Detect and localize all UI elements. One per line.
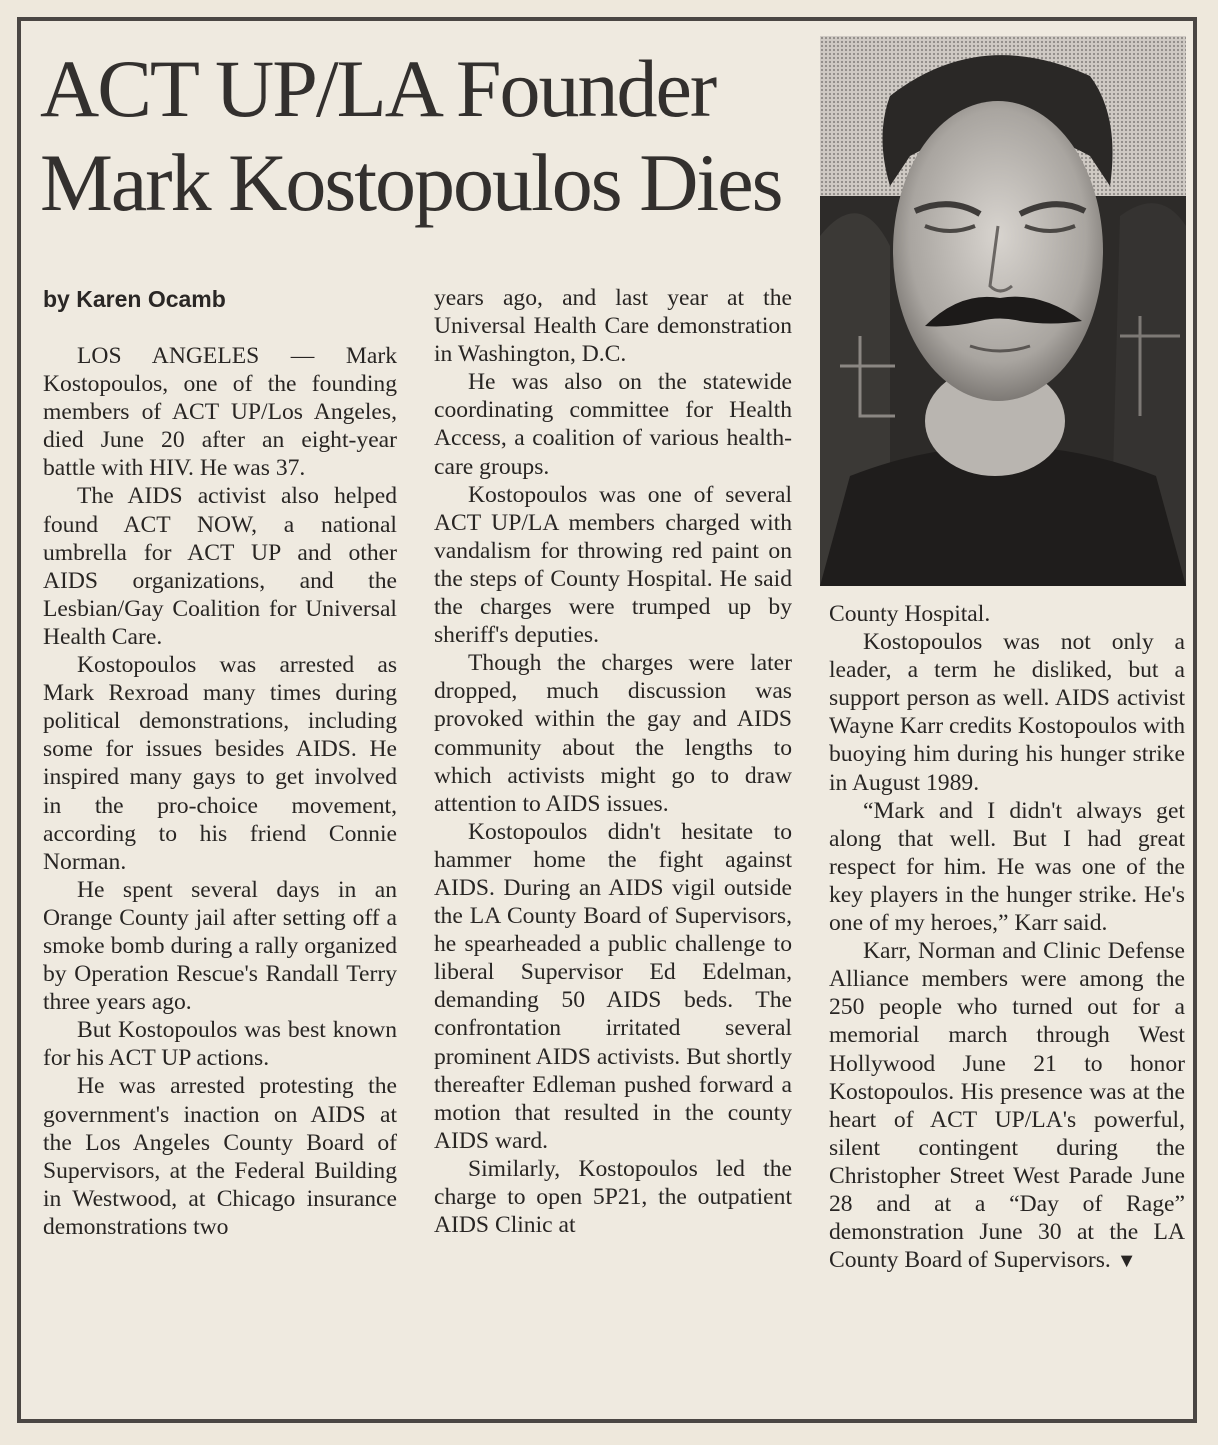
portrait-photo bbox=[820, 36, 1186, 586]
paragraph: years ago, and last year at the Universal Health Care demonstration in Washington, D.C. bbox=[434, 285, 792, 368]
paragraph: Though the charges were later dropped, much discussion was provoked within the gay and AIDS community about the lengths to which activists might go to draw attention to AIDS issues. bbox=[434, 650, 792, 817]
paragraph: Similarly, Kostopoulos led the charge to open 5P21, the outpatient AIDS Clinic at bbox=[434, 1155, 792, 1239]
headline-line-2: Mark Kostopoulos Dies bbox=[40, 137, 782, 228]
paragraph: But Kostopoulos was best known for his ACT UP actions. bbox=[43, 1017, 397, 1072]
paragraph: Kostopoulos was arrested as Mark Rexroad many times during political demonstrations, including some for issues besides AIDS. He inspired many gays to get involved in the pro-choice movement, according to his friend Connie Norman. bbox=[43, 652, 397, 875]
paragraph: He spent several days in an Orange County jail after setting off a smoke bomb during a rally organized by Operation Rescue's Randall Terry three years ago. bbox=[43, 876, 397, 1016]
article-column-1 bbox=[43, 342, 397, 1241]
paragraph-text: Karr, Norman and Clinic Defense Alliance members were among the 250 people who turned out for a memorial march through West Hollywood June 21 to honor Kostopoulos. His presence was at the heart of ACT UP/LA's powerful, silent contingent during the Christopher Street West Parade June 28 and at a “Day of Rage” demonstration June 30 at the LA County Board of Supervisors. bbox=[829, 938, 1185, 1274]
portrait-photo-icon bbox=[820, 36, 1186, 586]
paragraph: County Hospital. bbox=[829, 601, 991, 627]
end-triangle-icon: ▼ bbox=[1116, 1250, 1137, 1273]
byline: by Karen Ocamb bbox=[43, 286, 226, 312]
paragraph bbox=[829, 937, 1185, 1275]
paragraph: Kostopoulos was one of several ACT UP/LA members charged with vandalism for throwing red paint on the steps of County Hospital. He said the charges were trumped up by sheriff's deputies. bbox=[434, 481, 792, 649]
headline-line-1: ACT UP/LA Founder bbox=[40, 43, 716, 134]
paragraph: He was also on the statewide coordinating committee for Health Access, a coalition of various health-care groups. bbox=[434, 369, 792, 480]
article-column-3 bbox=[829, 600, 1185, 1275]
paragraph: Kostopoulos didn't hesitate to hammer home the fight against AIDS. During an AIDS vigil outside the LA County Board of Supervisors, he spearheaded a public challenge to liberal Supervisor Ed Edelman, demanding 50 AIDS beds. The confrontation irritated several prominent AIDS activists. But shortly thereafter Edleman pushed forward a motion that resulted in the county AIDS ward. bbox=[434, 818, 792, 1154]
paragraph: The AIDS activist also helped found ACT NOW, a national umbrella for ACT UP and other AIDS organizations, and the Lesbian/Gay Coalition for Universal Health Care. bbox=[43, 483, 397, 650]
paragraph: He was arrested protesting the government's inaction on AIDS at the Los Angeles County Board of Supervisors, at the Federal Building in Westwood, at Chicago insurance demonstrations two bbox=[43, 1073, 397, 1240]
paragraph: LOS ANGELES — Mark Kostopoulos, one of the founding members of ACT UP/Los Angeles, died June 20 after an eight-year battle with HIV. He was 37. bbox=[43, 343, 397, 482]
paragraph: “Mark and I didn't always get along that well. But I had great respect for him. He was one of the key players in the hunger strike. He's one of my heroes,” Karr said. bbox=[829, 797, 1185, 937]
article-column-2 bbox=[434, 284, 792, 1239]
headline bbox=[40, 42, 820, 230]
paragraph: Kostopoulos was not only a leader, a term he disliked, but a support person as well. AIDS activist Wayne Karr credits Kostopoulos with buoying him during his hunger strike in August 1989. bbox=[829, 629, 1185, 796]
